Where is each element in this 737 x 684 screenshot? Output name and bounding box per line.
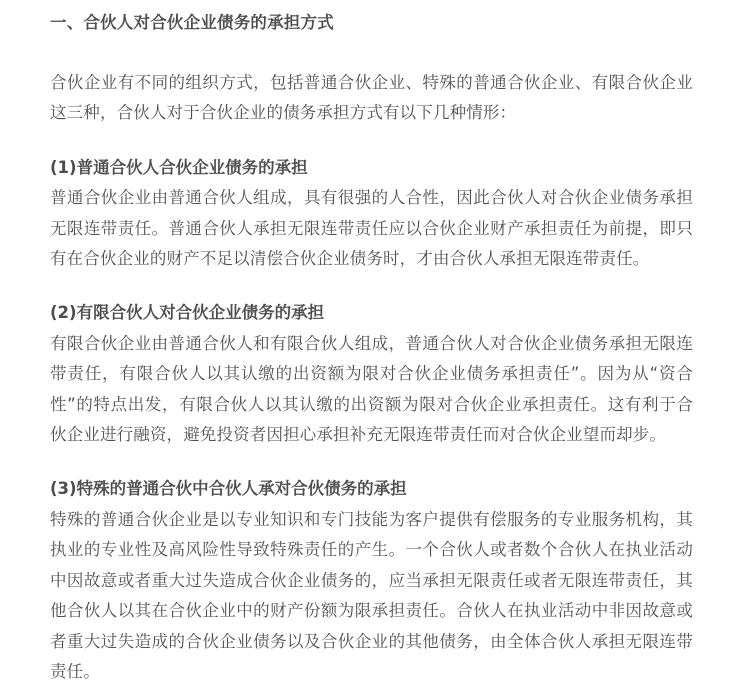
subsection-paragraph-3 <box>50 505 693 684</box>
spacer <box>50 450 693 474</box>
paragraph-line: 带责任，有限合伙人以其认缴的出资额为限对合伙企业债务承担责任”。因为从“资合 <box>50 364 693 384</box>
paragraph-line: 有在合伙企业的财产不足以清偿合伙企业债务时，才由合伙人承担无限连带责任。 <box>50 249 650 269</box>
spacer <box>50 274 693 298</box>
subsection-title-1: (1)普通合伙人合伙企业债务的承担 <box>50 157 308 177</box>
paragraph-line: 执业的专业性及高风险性导致特殊责任的产生。一个合伙人或者数个合伙人在执业活动 <box>50 540 693 560</box>
paragraph-line: 普通合伙企业由普通合伙人组成，具有很强的人合性，因此合伙人对合伙企业债务承担 <box>50 188 693 208</box>
subsection-title-2: (2)有限合伙人对合伙企业债务的承担 <box>50 303 325 323</box>
subsection-title-3: (3)特殊的普通合伙中合伙人承对合伙债务的承担 <box>50 479 407 499</box>
spacer <box>50 129 693 153</box>
section-title: 一、合伙人对合伙企业债务的承担方式 <box>50 13 334 32</box>
paragraph-line: 中因故意或者重大过失造成合伙企业债务的，应当承担无限责任或者无限连带责任，其 <box>50 570 693 590</box>
paragraph-line: 责任。 <box>50 661 100 681</box>
intro-line-1: 合伙企业有不同的组织方式，包括普通合伙企业、特殊的普通合伙企业、有限合伙企业 <box>50 73 693 92</box>
intro-line-2: 这三种，合伙人对于合伙企业的债务承担方式有以下几种情形： <box>50 103 517 123</box>
subsection-paragraph-1 <box>50 183 693 274</box>
paragraph-line: 无限连带责任。普通合伙人承担无限连带责任应以合伙企业财产承担责任为前提，即只 <box>50 218 693 238</box>
paragraph-line: 他合伙人以其在合伙企业中的财产份额为限承担责任。合伙人在执业活动中非因故意或 <box>50 601 693 621</box>
subsection-paragraph-2 <box>50 329 693 451</box>
paragraph-line: 有限合伙企业由普通合伙人和有限合伙人组成，普通合伙人对合伙企业债务承担无限连 <box>50 333 693 353</box>
paragraph-line: 者重大过失造成的合伙企业债务以及合伙企业的其他债务，由全体合伙人承担无限连带 <box>50 631 693 651</box>
intro-paragraph <box>50 68 693 129</box>
paragraph-line: 伙企业进行融资，避免投资者因担心承担补充无限连带责任而对合伙企业望而却步。 <box>50 425 667 445</box>
paragraph-line: 性”的特点出发，有限合伙人以其认缴的出资额为限对合伙企业承担责任。这有利于合 <box>50 394 693 414</box>
paragraph-line: 特殊的普通合伙企业是以专业知识和专门技能为客户提供有偿服务的专业服务机构，其 <box>50 509 693 529</box>
spacer <box>50 38 693 68</box>
